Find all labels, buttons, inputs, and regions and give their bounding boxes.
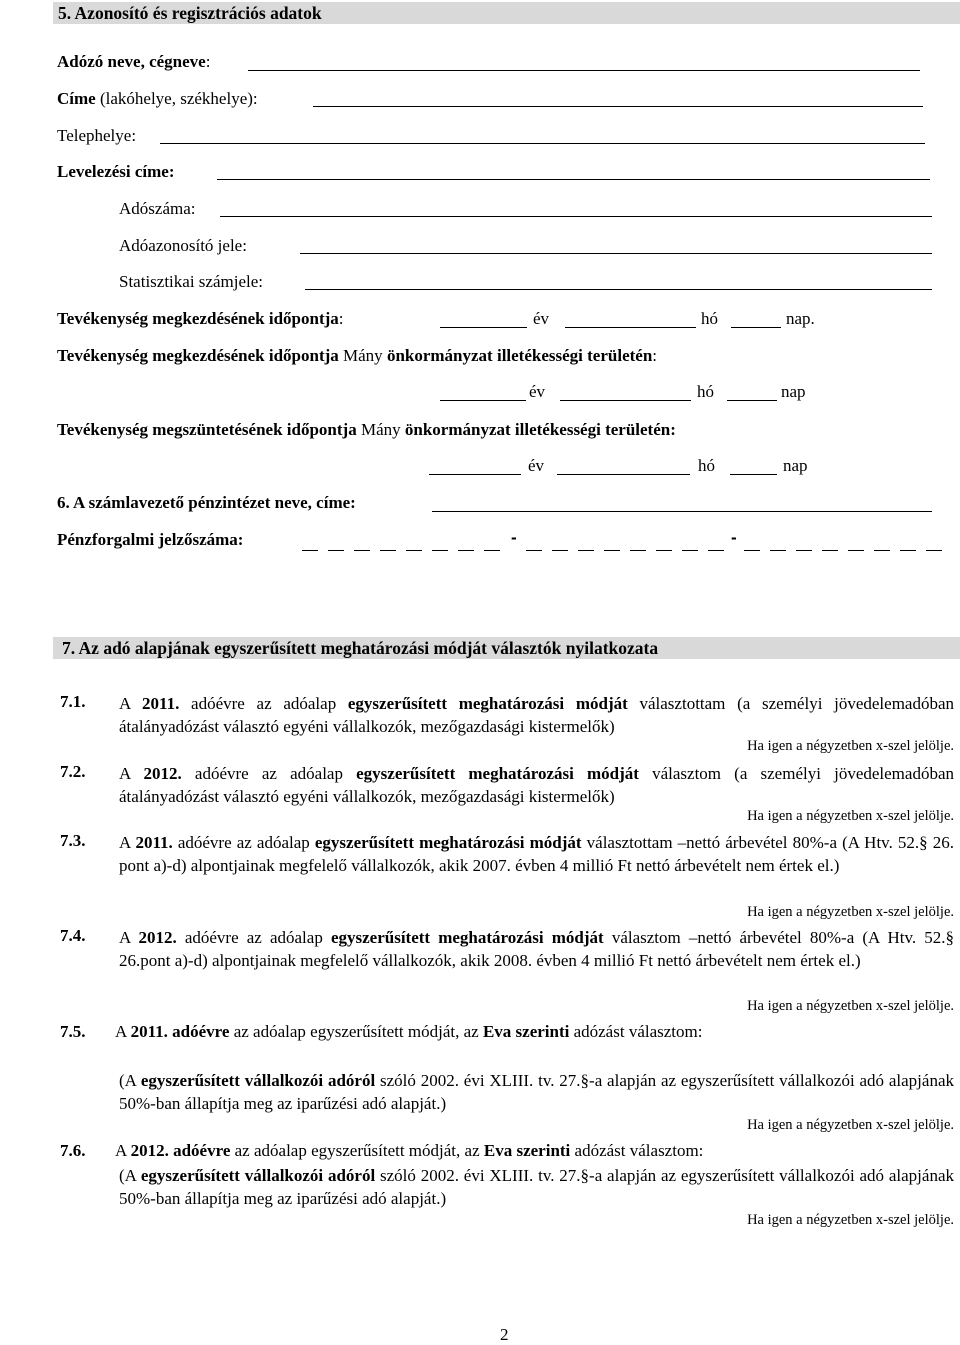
page-number: 2: [500, 1325, 509, 1344]
item-7-5-text: A 2011. adóévre az adóalap egyszerűsített módját, az Eva szerinti adózást választom:: [115, 1022, 703, 1041]
account-digit-blank[interactable]: [874, 550, 890, 551]
address-field[interactable]: [313, 106, 923, 107]
bank-name-field[interactable]: [432, 511, 932, 512]
account-digit-blank[interactable]: [656, 550, 672, 551]
site-field[interactable]: [160, 143, 925, 144]
start-local-label: Tevékenység megkezdésének időpontja Mány önkormányzat illetékességi területén:: [57, 346, 658, 365]
account-digit-blank[interactable]: [302, 550, 318, 551]
account-separator-dash: -: [731, 528, 737, 547]
item-7-5-hint: Ha igen a négyzetben x-szel jelölje.: [747, 1117, 954, 1133]
address-label: Címe (lakóhelye, székhelye):: [57, 89, 258, 108]
account-digit-blank[interactable]: [682, 550, 698, 551]
account-digit-blank[interactable]: [354, 550, 370, 551]
month-label: hó: [697, 382, 714, 401]
month-label: hó: [701, 309, 718, 328]
month-label: hó: [698, 456, 715, 475]
day-label: nap: [781, 382, 806, 401]
start-year-field[interactable]: [440, 327, 527, 328]
end-local-day-field[interactable]: [730, 474, 777, 475]
account-digit-blank[interactable]: [526, 550, 542, 551]
item-7-1-hint: Ha igen a négyzetben x-szel jelölje.: [747, 738, 954, 754]
section5-title: 5. Azonosító és regisztrációs adatok: [58, 3, 322, 23]
item-7-3-number: 7.3.: [60, 831, 86, 850]
site-label: Telephelye:: [57, 126, 137, 145]
account-digit-blank[interactable]: [708, 550, 724, 551]
account-digit-blank[interactable]: [432, 550, 448, 551]
section6-title: 6. A számlavezető pénzintézet neve, címe:: [57, 493, 356, 512]
account-digit-blank[interactable]: [630, 550, 646, 551]
end-local-year-field[interactable]: [429, 474, 521, 475]
account-digit-blank[interactable]: [770, 550, 786, 551]
account-digit-blank[interactable]: [406, 550, 422, 551]
start-day-field[interactable]: [731, 327, 781, 328]
account-digit-blank[interactable]: [926, 550, 942, 551]
day-label: nap: [783, 456, 808, 475]
end-local-label: Tevékenység megszüntetésének időpontja Mány önkormányzat illetékességi területén:: [57, 420, 676, 439]
item-7-4-number: 7.4.: [60, 926, 86, 945]
section7-title: 7. Az adó alapjának egyszerűsített meghatározási módját választók nyilatkozata: [62, 638, 659, 658]
account-digit-blank[interactable]: [796, 550, 812, 551]
start-date-label: Tevékenység megkezdésének időpontja:: [57, 309, 344, 328]
account-digit-blank[interactable]: [848, 550, 864, 551]
account-digit-blank[interactable]: [328, 550, 344, 551]
day-label: nap.: [786, 309, 815, 328]
account-digit-blank[interactable]: [484, 550, 500, 551]
item-7-4-text: A 2012. adóévre az adóalap egyszerűsített meghatározási módját választom –nettó árbevétel 80%-a (A Htv. 52.§ 26.pont a)-d) alpontjainak megfelelő vállalkozók, akik 2008. évben 4 millió Ft nettó árbevételt nem értek el.): [119, 928, 955, 970]
statistical-number-label: Statisztikai számjele:: [119, 272, 263, 291]
item-7-1-number: 7.1.: [60, 692, 86, 711]
taxpayer-name-label: Adózó neve, cégneve:: [57, 52, 211, 71]
item-7-2-text: A 2012. adóévre az adóalap egyszerűsített meghatározási módját választom (a személyi jövedelemadóban átalányadózást választó egyéni vállalkozók, mezőgazdasági kistermelők): [119, 764, 954, 806]
year-label: év: [528, 456, 545, 475]
tax-id-label: Adóazonosító jele:: [119, 236, 247, 255]
end-local-month-field[interactable]: [557, 474, 690, 475]
item-7-5-number: 7.5.: [60, 1022, 86, 1041]
tax-number-field[interactable]: [220, 216, 932, 217]
taxpayer-name-field[interactable]: [248, 70, 920, 71]
item-7-3-hint: Ha igen a négyzetben x-szel jelölje.: [747, 904, 954, 920]
account-digit-blank[interactable]: [744, 550, 760, 551]
account-digit-blank[interactable]: [578, 550, 594, 551]
item-7-6-paren: (A egyszerűsített vállalkozói adóról szóló 2002. évi XLIII. tv. 27.§-a alapján az egyszerűsített vállalkozói adó alapjának 50%-ban állapítja meg az iparűzési adó alapját.): [119, 1166, 954, 1208]
item-7-6-hint: Ha igen a négyzetben x-szel jelölje.: [747, 1212, 954, 1228]
account-digit-blank[interactable]: [380, 550, 396, 551]
statistical-number-field[interactable]: [305, 289, 932, 290]
account-number-label: Pénzforgalmi jelzőszáma:: [57, 530, 244, 549]
item-7-2-hint: Ha igen a négyzetben x-szel jelölje.: [747, 808, 954, 824]
account-digit-blank[interactable]: [822, 550, 838, 551]
start-local-day-field[interactable]: [727, 400, 777, 401]
year-label: év: [533, 309, 550, 328]
tax-id-field[interactable]: [300, 253, 932, 254]
start-local-month-field[interactable]: [560, 400, 691, 401]
tax-number-label: Adószáma:: [119, 199, 196, 218]
item-7-6-text: A 2012. adóévre az adóalap egyszerűsített módját, az Eva szerinti adózást választom:: [115, 1141, 704, 1160]
item-7-4-hint: Ha igen a négyzetben x-szel jelölje.: [747, 998, 954, 1014]
item-7-1-text: A 2011. adóévre az adóalap egyszerűsített meghatározási módját választottam (a személyi jövedelemadóban átalányadózást választó egyéni vállalkozók, mezőgazdasági kistermelők): [119, 694, 955, 736]
start-month-field[interactable]: [565, 327, 696, 328]
mailing-address-label: Levelezési címe:: [57, 162, 175, 181]
item-7-6-number: 7.6.: [60, 1141, 86, 1160]
account-digit-blank[interactable]: [604, 550, 620, 551]
year-label: év: [529, 382, 546, 401]
item-7-2-number: 7.2.: [60, 762, 86, 781]
account-separator-dash: -: [511, 528, 517, 547]
start-local-year-field[interactable]: [440, 400, 526, 401]
mailing-address-field[interactable]: [217, 179, 930, 180]
account-digit-blank[interactable]: [552, 550, 568, 551]
item-7-5-paren: (A egyszerűsített vállalkozói adóról szóló 2002. évi XLIII. tv. 27.§-a alapján az egyszerűsített vállalkozói adó alapjának 50%-ban állapítja meg az iparűzési adó alapját.): [119, 1071, 954, 1113]
account-digit-blank[interactable]: [458, 550, 474, 551]
item-7-3-text: A 2011. adóévre az adóalap egyszerűsített meghatározási módját választottam –nettó árbevétel 80%-a (A Htv. 52.§ 26. pont a)-d) alpontjainak megfelelő vállalkozók, akik 2007. évben 4 millió Ft nettó árbevételt nem értek el.): [119, 833, 954, 875]
account-digit-blank[interactable]: [900, 550, 916, 551]
